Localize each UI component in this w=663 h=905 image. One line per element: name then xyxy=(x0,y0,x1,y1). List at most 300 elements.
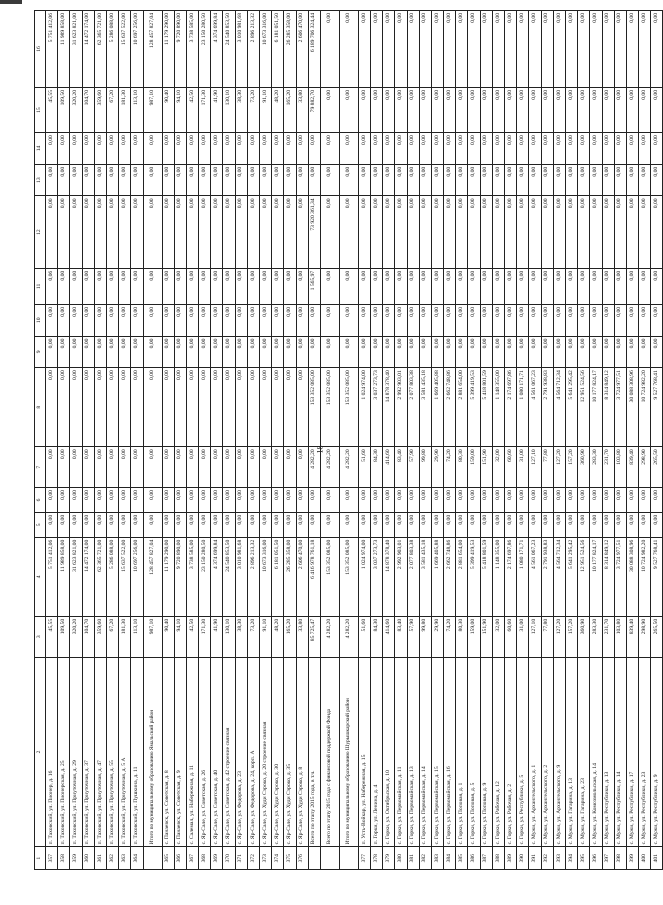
value-cell: 0,00 xyxy=(517,196,529,268)
value-cell: 0,00 xyxy=(456,11,468,88)
value-cell: 0,00 xyxy=(82,133,94,165)
value-cell: 0,00 xyxy=(651,304,663,336)
value-cell: 12 951 524,56 xyxy=(578,368,590,447)
value-cell: 0,00 xyxy=(492,11,504,88)
value-cell: 38,30 xyxy=(235,616,247,657)
value-cell: 0,00 xyxy=(339,11,358,88)
value-cell: 0,00 xyxy=(247,304,259,336)
value-cell: 0,00 xyxy=(626,133,638,165)
value-cell: 0,00 xyxy=(517,268,529,304)
value-cell: 91,10 xyxy=(260,87,272,132)
address-cell: с. Салемал, ул. Набережная, д. 11 xyxy=(186,657,198,847)
table-row xyxy=(70,11,82,870)
value-cell: 0,00 xyxy=(383,336,395,368)
value-cell: 0,00 xyxy=(174,488,186,513)
value-cell: 0,00 xyxy=(602,268,614,304)
value-cell: 3 037 273,73 xyxy=(370,537,382,616)
value-cell: 3 010 981,68 xyxy=(235,11,247,88)
address-cell: п. Таховский, ул. Приуточная, д. 37 xyxy=(82,657,94,847)
value-cell: 0,00 xyxy=(626,304,638,336)
value-cell: 3 010 981,68 xyxy=(235,537,247,616)
value-cell: 0,00 xyxy=(383,87,395,132)
value-cell: 9 527 768,41 xyxy=(651,537,663,616)
address-cell: с. Яр-Сале, ул. Советская, д. 42 строение связная xyxy=(223,657,235,847)
value-cell: 0,00 xyxy=(284,304,296,336)
value-cell: 0,00 xyxy=(199,133,211,165)
value-cell: 109,50 xyxy=(58,87,70,132)
value-cell: 0,00 xyxy=(383,512,395,537)
table-row xyxy=(468,11,480,870)
value-cell: 0,00 xyxy=(296,268,308,304)
table-row xyxy=(614,11,626,870)
value-cell: 0,00 xyxy=(541,11,553,88)
value-cell: 0,00 xyxy=(505,133,517,165)
value-cell: 0,00 xyxy=(395,304,407,336)
value-cell: 0,00 xyxy=(480,488,492,513)
value-cell: 0,00 xyxy=(480,268,492,304)
address-cell: п. Таховский, ул. Пионерская, д. 25 xyxy=(58,657,70,847)
value-cell: 0,00 xyxy=(651,87,663,132)
value-cell: 0,00 xyxy=(626,512,638,537)
value-cell: 153 352 085,00 xyxy=(320,368,339,447)
value-cell: 0,00 xyxy=(639,87,651,132)
value-cell: 0,00 xyxy=(602,336,614,368)
value-cell: 0,00 xyxy=(626,87,638,132)
value-cell: 0,00 xyxy=(284,268,296,304)
value-cell: 839,40 xyxy=(626,616,638,657)
value-cell: 0,00 xyxy=(143,304,162,336)
value-cell: 0,00 xyxy=(131,488,143,513)
value-cell: 0,00 xyxy=(651,11,663,88)
value-cell: 0,00 xyxy=(444,164,456,196)
value-cell: 0,00 xyxy=(431,304,443,336)
value-cell: 0,00 xyxy=(626,488,638,513)
table-row xyxy=(480,11,492,870)
address-cell: с. Яр-Сале, ул. Советская, д. 40 xyxy=(211,657,223,847)
value-cell: 171,30 xyxy=(199,87,211,132)
value-cell: 0,00 xyxy=(284,368,296,447)
value-cell: 0,00 xyxy=(614,512,626,537)
value-cell: 157,20 xyxy=(565,447,577,488)
value-cell: 0,00 xyxy=(553,87,565,132)
value-cell: 0,00 xyxy=(174,164,186,196)
value-cell: 0,00 xyxy=(456,488,468,513)
value-cell: 0,00 xyxy=(578,488,590,513)
value-cell: 0,00 xyxy=(651,488,663,513)
value-cell: 0,00 xyxy=(553,488,565,513)
value-cell: 29,90 xyxy=(431,616,443,657)
value-cell: 5 418 801,59 xyxy=(480,368,492,447)
value-cell: 0,00 xyxy=(492,133,504,165)
value-cell: 48,20 xyxy=(272,87,284,132)
value-cell: 0,00 xyxy=(199,196,211,268)
value-cell: 0,00 xyxy=(320,164,339,196)
value-cell: 10 177 824,17 xyxy=(590,537,602,616)
value-cell: 10 697 256,00 xyxy=(131,537,143,616)
value-cell: 0,00 xyxy=(578,304,590,336)
value-cell: 987,10 xyxy=(143,616,162,657)
table-row xyxy=(186,11,198,870)
value-cell: 0,00 xyxy=(541,87,553,132)
value-cell: 0,00 xyxy=(565,133,577,165)
value-cell: 2 662 748,86 xyxy=(444,368,456,447)
value-cell: 159,00 xyxy=(468,447,480,488)
address-cell: с. Мужи, ул. Архангельского, д. 2 xyxy=(541,657,553,847)
value-cell: 0,00 xyxy=(260,164,272,196)
value-cell: 4 xyxy=(35,537,46,616)
value-cell: 0,00 xyxy=(651,133,663,165)
value-cell: 0,00 xyxy=(106,488,118,513)
value-cell: 159,00 xyxy=(468,616,480,657)
table-row xyxy=(590,11,602,870)
value-cell: 0,00 xyxy=(407,512,419,537)
value-cell: 1 080 171,71 xyxy=(517,537,529,616)
value-cell: 0,00 xyxy=(492,87,504,132)
value-cell: 0,00 xyxy=(529,336,541,368)
value-cell: 0,00 xyxy=(247,447,259,488)
row-number-cell xyxy=(320,847,339,870)
value-cell: 0,00 xyxy=(407,268,419,304)
address-cell: с. Горки, ул. Первомайская, д. 16 xyxy=(444,657,456,847)
value-cell: 14 472 174,00 xyxy=(82,11,94,88)
row-number-cell: 381 xyxy=(407,847,419,870)
value-cell: 130,10 xyxy=(223,87,235,132)
value-cell: 0,00 xyxy=(284,133,296,165)
value-cell: 0,00 xyxy=(590,133,602,165)
table-row xyxy=(131,11,143,870)
value-cell: 12 951 524,56 xyxy=(578,537,590,616)
value-cell: 0,00 xyxy=(284,512,296,537)
value-cell: 0,00 xyxy=(639,133,651,165)
value-cell: 0,00 xyxy=(131,268,143,304)
value-cell: 15 637 522,00 xyxy=(119,537,131,616)
value-cell: 0,00 xyxy=(395,164,407,196)
value-cell: 0,00 xyxy=(119,512,131,537)
value-cell: 0,00 xyxy=(162,447,174,488)
value-cell: 0,00 xyxy=(46,196,58,268)
value-cell: 0,00 xyxy=(614,11,626,88)
address-cell: с. Горки, ул. Рабочая, д. 2 xyxy=(505,657,517,847)
value-cell: 171,30 xyxy=(199,616,211,657)
value-cell: 0,00 xyxy=(106,512,118,537)
value-cell: 0,00 xyxy=(58,164,70,196)
value-cell: 0,00 xyxy=(58,133,70,165)
value-cell: 26 285 358,00 xyxy=(284,11,296,88)
value-cell: 32,00 xyxy=(492,616,504,657)
value-cell: 0,00 xyxy=(106,133,118,165)
value-cell: 0,00 xyxy=(174,268,186,304)
value-cell: 0,00 xyxy=(407,133,419,165)
value-cell: 0,00 xyxy=(395,133,407,165)
value-cell: 0,00 xyxy=(358,512,370,537)
value-cell: 4 282,20 xyxy=(308,447,320,488)
value-cell: 0,00 xyxy=(602,304,614,336)
value-cell: 0,00 xyxy=(626,196,638,268)
value-cell: 0,00 xyxy=(517,512,529,537)
value-cell: 0,00 xyxy=(492,336,504,368)
value-cell: 10 673 316,00 xyxy=(260,11,272,88)
value-cell: 0,00 xyxy=(186,164,198,196)
value-cell: 181,30 xyxy=(119,616,131,657)
table-row xyxy=(383,11,395,870)
row-number-cell: 364 xyxy=(131,847,143,870)
page-number: 18 xyxy=(315,445,325,454)
value-cell: 0,00 xyxy=(626,268,638,304)
value-cell: 0,00 xyxy=(358,268,370,304)
value-cell: 0,00 xyxy=(492,512,504,537)
value-cell: 0,00 xyxy=(358,336,370,368)
value-cell: 0,00 xyxy=(626,164,638,196)
value-cell: 0,00 xyxy=(480,133,492,165)
value-cell: 85 725,47 xyxy=(308,616,320,657)
value-cell: 0,00 xyxy=(247,336,259,368)
value-cell: 0,00 xyxy=(480,87,492,132)
value-cell: 0,00 xyxy=(46,512,58,537)
value-cell: 0,00 xyxy=(94,336,106,368)
address-cell: п. Таховский, ул. Приуточная, д. 55 xyxy=(106,657,118,847)
value-cell: 0,00 xyxy=(407,164,419,196)
value-cell: 80,30 xyxy=(456,447,468,488)
table-row xyxy=(260,11,272,870)
fund-total-row xyxy=(320,11,339,870)
address-cell: с. Горки, ул. Поповая, д. 5 xyxy=(468,657,480,847)
value-cell: 0,00 xyxy=(480,164,492,196)
value-cell: 0,00 xyxy=(456,164,468,196)
value-cell: 0,00 xyxy=(199,488,211,513)
value-cell: 0,00 xyxy=(529,488,541,513)
address-cell: с. Яр-Сале, ул. Худи Сэроко, д. 20 строение связная xyxy=(260,657,272,847)
value-cell: 0,00 xyxy=(199,336,211,368)
value-cell: 41,90 xyxy=(211,616,223,657)
table-row xyxy=(419,11,431,870)
value-cell: 0,00 xyxy=(431,268,443,304)
value-cell: 0,00 xyxy=(407,336,419,368)
value-cell: 0,00 xyxy=(46,133,58,165)
value-cell: 0,00 xyxy=(614,488,626,513)
table-row xyxy=(358,11,370,870)
table-row xyxy=(505,11,517,870)
value-cell: 0,00 xyxy=(94,447,106,488)
value-cell: 31 623 821,00 xyxy=(70,11,82,88)
value-cell: 3 xyxy=(35,616,46,657)
value-cell: 0,00 xyxy=(174,368,186,447)
value-cell: 0,00 xyxy=(395,87,407,132)
value-cell: 0,00 xyxy=(143,368,162,447)
row-number-cell: 379 xyxy=(383,847,395,870)
address-cell: п. Таховский, ул. Приуточная, д. 29 xyxy=(70,657,82,847)
value-cell: 0,00 xyxy=(272,304,284,336)
value-cell: 0,00 xyxy=(247,512,259,537)
value-cell: 4 561 067,23 xyxy=(529,368,541,447)
value-cell: 0,00 xyxy=(480,512,492,537)
row-number-cell: 383 xyxy=(431,847,443,870)
value-cell: 0,00 xyxy=(383,304,395,336)
value-cell: 80,30 xyxy=(456,616,468,657)
value-cell: 0,00 xyxy=(529,11,541,88)
value-cell: 0,00 xyxy=(419,304,431,336)
value-cell: 0,00 xyxy=(296,336,308,368)
address-cell: 2 xyxy=(35,657,46,847)
value-cell: 0,00 xyxy=(284,447,296,488)
value-cell: 0,00 xyxy=(492,164,504,196)
value-cell: 0,00 xyxy=(119,196,131,268)
value-cell: 0,00 xyxy=(235,488,247,513)
value-cell: 9 527 768,41 xyxy=(651,368,663,447)
row-number-cell: 387 xyxy=(480,847,492,870)
value-cell: 0,00 xyxy=(456,133,468,165)
address-cell: с. Горки, ул. Октябрьская, д. 10 xyxy=(383,657,395,847)
value-cell: 0,00 xyxy=(529,268,541,304)
value-cell: 3 724 977,51 xyxy=(614,537,626,616)
address-cell: п. Таховский, ул. Пушкина, д. 11 xyxy=(131,657,143,847)
scan-corner-mark xyxy=(0,0,22,4)
value-cell: 0,00 xyxy=(211,368,223,447)
value-cell: 103,80 xyxy=(614,616,626,657)
value-cell: 0,00 xyxy=(565,304,577,336)
address-cell: Всего по этапу 2015 года с финансовой поддержкой Фонда xyxy=(320,657,339,847)
value-cell: 109,50 xyxy=(58,616,70,657)
value-cell: 0,00 xyxy=(529,87,541,132)
value-cell: 0,00 xyxy=(395,268,407,304)
value-cell: 0,00 xyxy=(186,447,198,488)
value-cell: 0,00 xyxy=(578,87,590,132)
value-cell: 15 637 522,00 xyxy=(119,11,131,88)
value-cell: 2 662 748,86 xyxy=(444,537,456,616)
value-cell: 8 314 849,12 xyxy=(602,368,614,447)
value-cell: 77,80 xyxy=(541,447,553,488)
value-cell: 0,00 xyxy=(296,488,308,513)
value-cell: 0,00 xyxy=(431,488,443,513)
value-cell: 0,00 xyxy=(529,512,541,537)
value-cell: 0,00 xyxy=(308,336,320,368)
value-cell: 0,00 xyxy=(602,87,614,132)
value-cell: 0,00 xyxy=(590,268,602,304)
value-cell: 83,40 xyxy=(395,447,407,488)
value-cell: 2 791 938,83 xyxy=(541,537,553,616)
value-cell: 0,00 xyxy=(186,304,198,336)
address-cell: с. Мужи, ул. Республики, д. 13 xyxy=(602,657,614,847)
value-cell: 0,00 xyxy=(651,268,663,304)
value-cell: 0,00 xyxy=(383,488,395,513)
value-cell: 0,00 xyxy=(94,196,106,268)
value-cell: 0,00 xyxy=(82,268,94,304)
value-cell: 2 992 903,01 xyxy=(395,537,407,616)
value-cell: 0,00 xyxy=(456,336,468,368)
value-cell: 42,50 xyxy=(186,87,198,132)
value-cell: 0,00 xyxy=(602,133,614,165)
address-cell: с. Горки, ул. Поповая, д. 1 xyxy=(456,657,468,847)
value-cell: 0,00 xyxy=(614,87,626,132)
value-cell: 0,00 xyxy=(383,11,395,88)
value-cell: 0,00 xyxy=(94,368,106,447)
row-number-cell xyxy=(143,847,162,870)
value-cell: 0,00 xyxy=(94,133,106,165)
value-cell: 2 606 470,00 xyxy=(296,11,308,88)
value-cell: 0,00 xyxy=(529,304,541,336)
value-cell: 0,00 xyxy=(614,336,626,368)
value-cell: 9 720 890,00 xyxy=(174,537,186,616)
housing-program-table xyxy=(34,10,663,870)
value-cell: 0,00 xyxy=(602,196,614,268)
value-cell: 0,00 xyxy=(602,512,614,537)
value-cell: 11 xyxy=(35,268,46,304)
table-row xyxy=(578,11,590,870)
table-row xyxy=(82,11,94,870)
value-cell: 0,00 xyxy=(131,196,143,268)
row-number-cell: 401 xyxy=(651,847,663,870)
table-row xyxy=(296,11,308,870)
value-cell: 0,00 xyxy=(480,304,492,336)
row-number-cell: 385 xyxy=(456,847,468,870)
value-cell: 0,00 xyxy=(370,336,382,368)
value-cell: 0,00 xyxy=(106,164,118,196)
row-number-cell: 366 xyxy=(174,847,186,870)
value-cell: 0,00 xyxy=(235,196,247,268)
value-cell: 4 282,20 xyxy=(339,616,358,657)
value-cell: 2 606 470,00 xyxy=(296,537,308,616)
value-cell: 0,00 xyxy=(517,304,529,336)
value-cell: 0,00 xyxy=(119,336,131,368)
value-cell: 0,00 xyxy=(223,133,235,165)
value-cell: 0,00 xyxy=(639,336,651,368)
value-cell: 0,00 xyxy=(444,87,456,132)
value-cell: 41,90 xyxy=(211,87,223,132)
value-cell: 0,00 xyxy=(339,488,358,513)
value-cell: 0,00 xyxy=(296,304,308,336)
value-cell: 0,00 xyxy=(565,336,577,368)
row-number-cell: 377 xyxy=(358,847,370,870)
value-cell: 0,00 xyxy=(578,11,590,88)
row-number-cell: 395 xyxy=(578,847,590,870)
value-cell: 0,00 xyxy=(505,11,517,88)
value-cell: 0,00 xyxy=(320,87,339,132)
total-row xyxy=(308,11,320,870)
table-row xyxy=(46,11,58,870)
value-cell: 99,80 xyxy=(419,447,431,488)
value-cell: 0,00 xyxy=(272,133,284,165)
value-cell: 67,20 xyxy=(106,616,118,657)
value-cell: 0,00 xyxy=(174,133,186,165)
address-cell: с. Панаевск, ул. Советская, д. 8 xyxy=(162,657,174,847)
value-cell: 0,00 xyxy=(223,164,235,196)
value-cell: 2 791 938,83 xyxy=(541,368,553,447)
value-cell: 4 564 712,34 xyxy=(553,537,565,616)
value-cell: 0,00 xyxy=(456,87,468,132)
row-number-cell: 396 xyxy=(590,847,602,870)
value-cell: 0,00 xyxy=(106,336,118,368)
value-cell: 77,80 xyxy=(541,616,553,657)
row-number-cell: 365 xyxy=(162,847,174,870)
table-row xyxy=(565,11,577,870)
value-cell: 987,10 xyxy=(143,87,162,132)
value-cell: 5 286 088,00 xyxy=(106,537,118,616)
value-cell: 231,70 xyxy=(602,447,614,488)
value-cell: 32,00 xyxy=(492,447,504,488)
value-cell: 0,00 xyxy=(480,11,492,88)
table-row xyxy=(626,11,638,870)
value-cell: 0,00 xyxy=(639,512,651,537)
value-cell: 181,30 xyxy=(119,87,131,132)
value-cell: 0,00 xyxy=(339,164,358,196)
value-cell: 0,00 xyxy=(468,11,480,88)
value-cell: 67,20 xyxy=(106,87,118,132)
address-cell: п. Усть-Войкар, ул. Набережная, д. 15 xyxy=(358,657,370,847)
value-cell: 0,00 xyxy=(517,11,529,88)
value-cell: 73,20 xyxy=(247,616,259,657)
value-cell: 0,00 xyxy=(143,164,162,196)
value-cell: 0,00 xyxy=(94,488,106,513)
value-cell: 3 724 977,51 xyxy=(614,368,626,447)
